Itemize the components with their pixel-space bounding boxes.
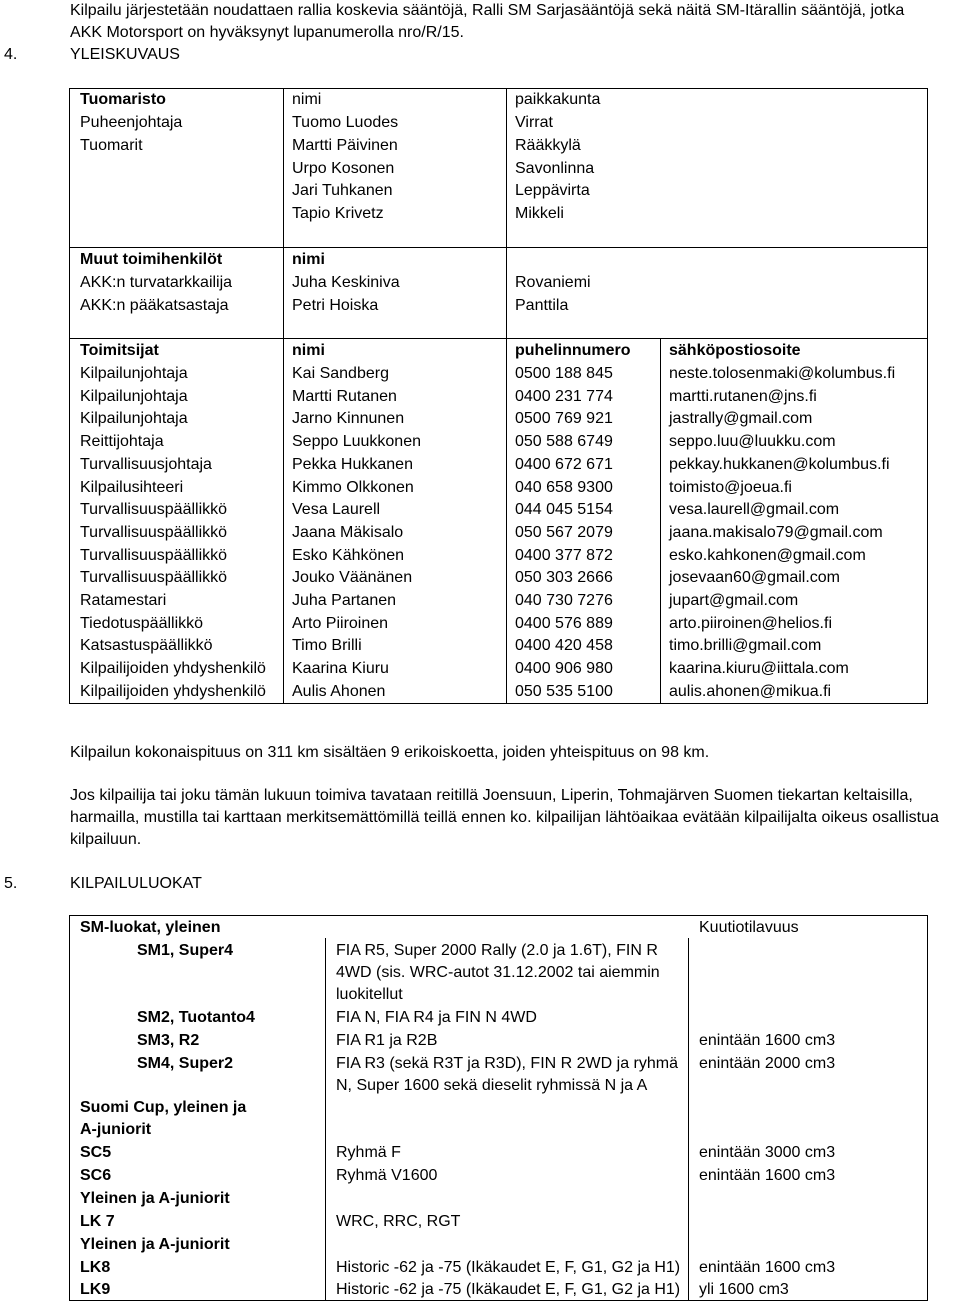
section-5-number: 5. — [4, 875, 18, 892]
judges-row-name: Jari Tuhkanen — [292, 182, 393, 199]
staff-header-role: Toimitsijat — [80, 342, 159, 359]
class-name: SM3, R2 — [137, 1032, 200, 1049]
class-volume: enintään 1600 cm3 — [699, 1259, 836, 1276]
rule-text-line-1: Jos kilpailija tai joku tämän lukuun toimiva tavataan reitillä Joensuun, Liperin, Tohmajärven Suomen tiekartan keltaisilla, — [70, 787, 913, 804]
class-desc: Historic -62 ja -75 (Ikäkaudet E, F, G1, G2 ja H1) — [336, 1259, 681, 1276]
staff-role: Katsastuspäällikkö — [80, 637, 213, 654]
other-header-name: nimi — [292, 251, 325, 268]
staff-phone: 050 567 2079 — [515, 524, 613, 541]
judges-row-place: Savonlinna — [515, 160, 595, 177]
staff-phone: 044 045 5154 — [515, 501, 613, 518]
staff-name: Timo Brilli — [292, 637, 362, 654]
lk-header: Yleinen ja A-juniorit — [80, 1190, 230, 1207]
staff-name: Juha Partanen — [292, 592, 397, 609]
other-row-place: Panttila — [515, 297, 569, 314]
judges-row-place: Leppävirta — [515, 182, 590, 199]
staff-header-email: sähköpostiosoite — [669, 342, 801, 359]
class-desc: Historic -62 ja -75 (Ikäkaudet E, F, G1, G2 ja H1) — [336, 1281, 681, 1298]
staff-email: toimisto@joeua.fi — [669, 479, 792, 496]
staff-role: Kilpailunjohtaja — [80, 388, 188, 405]
staff-role: Turvallisuuspäällikkö — [80, 547, 228, 564]
staff-phone: 050 535 5100 — [515, 683, 613, 700]
staff-phone: 0500 769 921 — [515, 410, 613, 427]
class-desc: FIA R5, Super 2000 Rally (2.0 ja 1.6T), FIN R — [336, 942, 658, 959]
judges-header-role: Tuomaristo — [80, 91, 166, 108]
staff-phone: 0400 231 774 — [515, 388, 613, 405]
class-name: LK8 — [80, 1259, 111, 1276]
class-name: SM1, Super4 — [137, 942, 234, 959]
class-desc: FIA R1 ja R2B — [336, 1032, 438, 1049]
other-row-name: Petri Hoiska — [292, 297, 379, 314]
class-desc: luokitellut — [336, 986, 403, 1003]
class-desc: WRC, RRC, RGT — [336, 1213, 461, 1230]
staff-name: Kai Sandberg — [292, 365, 389, 382]
cup-header: Suomi Cup, yleinen ja — [80, 1099, 247, 1116]
class-volume: enintään 2000 cm3 — [699, 1055, 836, 1072]
total-length-text: Kilpailun kokonaispituus on 311 km sisältäen 9 erikoiskoetta, joiden yhteispituus on 98 km. — [70, 744, 710, 761]
staff-name: Pekka Hukkanen — [292, 456, 413, 473]
judges-row-place: Virrat — [515, 114, 553, 131]
staff-name: Jaana Mäkisalo — [292, 524, 404, 541]
staff-role: Reittijohtaja — [80, 433, 164, 450]
staff-email: seppo.luu@luukku.com — [669, 433, 836, 450]
staff-phone: 040 658 9300 — [515, 479, 613, 496]
other-header-role: Muut toimihenkilöt — [80, 251, 223, 268]
staff-email: timo.brilli@gmail.com — [669, 637, 822, 654]
staff-role: Kilpailunjohtaja — [80, 365, 188, 382]
staff-email: jupart@gmail.com — [669, 592, 799, 609]
other-row-role: AKK:n turvatarkkailija — [80, 274, 233, 291]
staff-phone: 0400 420 458 — [515, 637, 613, 654]
rule-text-line-3: kilpailuun. — [70, 831, 142, 848]
staff-name: Aulis Ahonen — [292, 683, 386, 700]
staff-phone: 0500 188 845 — [515, 365, 613, 382]
other-row-role: AKK:n pääkatsastaja — [80, 297, 229, 314]
judges-row-name: Martti Päivinen — [292, 137, 398, 154]
staff-email: esko.kahkonen@gmail.com — [669, 547, 866, 564]
staff-name: Jouko Väänänen — [292, 569, 413, 586]
section-4-number: 4. — [4, 46, 18, 63]
staff-name: Arto Piiroinen — [292, 615, 389, 632]
intro-line-1: Kilpailu järjestetään noudattaen rallia koskevia sääntöjä, Ralli SM Sarjasääntöjä sekä näitä SM-Itärallin sääntöjä, jotka — [70, 2, 905, 19]
judges-row-place: Rääkkylä — [515, 137, 581, 154]
judges-row-role: Puheenjohtaja — [80, 114, 183, 131]
staff-header-phone: puhelinnumero — [515, 342, 631, 359]
class-name: SM2, Tuotanto4 — [137, 1009, 255, 1026]
judges-row-name: Tuomo Luodes — [292, 114, 399, 131]
staff-email: kaarina.kiuru@iittala.com — [669, 660, 849, 677]
staff-header-name: nimi — [292, 342, 325, 359]
staff-role: Kilpailunjohtaja — [80, 410, 188, 427]
lk-header: Yleinen ja A-juniorit — [80, 1236, 230, 1253]
class-name: SM4, Super2 — [137, 1055, 234, 1072]
cup-header: A-juniorit — [80, 1121, 152, 1138]
class-name: LK 7 — [80, 1213, 115, 1230]
rule-text-line-2: harmailla, mustilla tai karttaan merkitsemättömillä teillä ennen ko. kilpailijan lähtöaikaa evätään kilpailijalta oikeus osallistua — [70, 809, 939, 826]
staff-name: Jarno Kinnunen — [292, 410, 405, 427]
judges-row-name: Tapio Krivetz — [292, 205, 384, 222]
section-4-title: YLEISKUVAUS — [70, 46, 180, 63]
classes-header-left: SM-luokat, yleinen — [80, 919, 221, 936]
judges-row-place: Mikkeli — [515, 205, 564, 222]
classes-header-right: Kuutiotilavuus — [699, 919, 799, 936]
staff-role: Turvallisuuspäällikkö — [80, 524, 228, 541]
judges-header-name: nimi — [292, 91, 322, 108]
staff-email: jastrally@gmail.com — [669, 410, 813, 427]
staff-role: Tiedotuspäällikkö — [80, 615, 204, 632]
staff-role: Ratamestari — [80, 592, 167, 609]
staff-email: arto.piiroinen@helios.fi — [669, 615, 832, 632]
judges-row-role: Tuomarit — [80, 137, 143, 154]
class-desc: Ryhmä V1600 — [336, 1167, 438, 1184]
staff-phone: 0400 672 671 — [515, 456, 613, 473]
class-desc: 4WD (sis. WRC-autot 31.12.2002 tai aiemmin — [336, 964, 660, 981]
class-name: SC5 — [80, 1144, 112, 1161]
staff-role: Turvallisuuspäällikkö — [80, 501, 228, 518]
judges-header-place: paikkakunta — [515, 91, 601, 108]
staff-phone: 0400 576 889 — [515, 615, 613, 632]
class-volume: enintään 3000 cm3 — [699, 1144, 836, 1161]
staff-email: aulis.ahonen@mikua.fi — [669, 683, 832, 700]
staff-name: Vesa Laurell — [292, 501, 381, 518]
class-name: LK9 — [80, 1281, 111, 1298]
staff-role: Turvallisuuspäällikkö — [80, 569, 228, 586]
staff-email: neste.tolosenmaki@kolumbus.fi — [669, 365, 896, 382]
class-volume: enintään 1600 cm3 — [699, 1032, 836, 1049]
staff-phone: 0400 377 872 — [515, 547, 613, 564]
staff-name: Martti Rutanen — [292, 388, 397, 405]
staff-email: vesa.laurell@gmail.com — [669, 501, 840, 518]
class-desc: N, Super 1600 sekä dieselit ryhmissä N ja A — [336, 1077, 648, 1094]
staff-email: martti.rutanen@jns.fi — [669, 388, 817, 405]
class-desc: FIA R3 (sekä R3T ja R3D), FIN R 2WD ja ryhmä — [336, 1055, 678, 1072]
staff-role: Kilpailijoiden yhdyshenkilö — [80, 660, 266, 677]
section-5-title: KILPAILULUOKAT — [70, 875, 202, 892]
staff-email: josevaan60@gmail.com — [669, 569, 840, 586]
staff-name: Seppo Luukkonen — [292, 433, 421, 450]
staff-email: jaana.makisalo79@gmail.com — [669, 524, 883, 541]
other-row-place: Rovaniemi — [515, 274, 591, 291]
staff-name: Esko Kähkönen — [292, 547, 405, 564]
staff-name: Kaarina Kiuru — [292, 660, 389, 677]
class-desc: FIA N, FIA R4 ja FIN N 4WD — [336, 1009, 537, 1026]
staff-name: Kimmo Olkkonen — [292, 479, 414, 496]
intro-line-2: AKK Motorsport on hyväksynyt lupanumerolla nro/R/15. — [70, 24, 464, 41]
staff-email: pekkay.hukkanen@kolumbus.fi — [669, 456, 890, 473]
class-desc: Ryhmä F — [336, 1144, 401, 1161]
staff-phone: 050 303 2666 — [515, 569, 613, 586]
staff-phone: 050 588 6749 — [515, 433, 613, 450]
staff-phone: 040 730 7276 — [515, 592, 613, 609]
staff-phone: 0400 906 980 — [515, 660, 613, 677]
staff-role: Kilpailijoiden yhdyshenkilö — [80, 683, 266, 700]
other-row-name: Juha Keskiniva — [292, 274, 400, 291]
staff-role: Kilpailusihteeri — [80, 479, 184, 496]
class-name: SC6 — [80, 1167, 112, 1184]
staff-role: Turvallisuusjohtaja — [80, 456, 212, 473]
class-volume: enintään 1600 cm3 — [699, 1167, 836, 1184]
judges-row-name: Urpo Kosonen — [292, 160, 395, 177]
class-volume: yli 1600 cm3 — [699, 1281, 789, 1298]
